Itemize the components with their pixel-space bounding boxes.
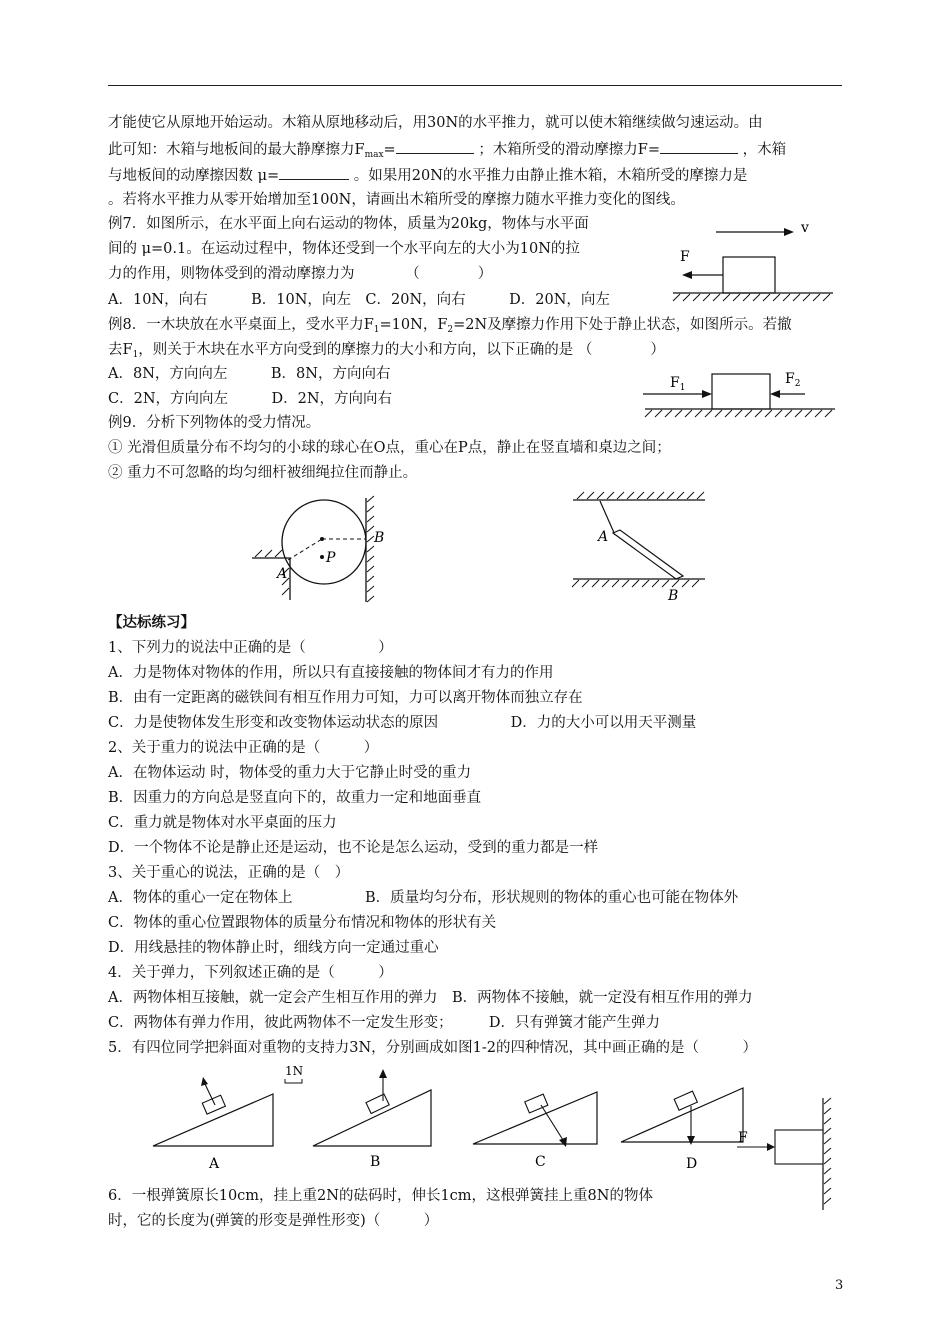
- ex8-figure: [640, 365, 840, 420]
- rod-a-label: A: [598, 529, 609, 545]
- ex9-rod-figure: [565, 485, 715, 605]
- q5-label-b: B: [370, 1154, 381, 1170]
- q5-scale-label: 1N: [285, 1064, 304, 1078]
- q3-option-ab: A．物体的重心一定在物体上 B．质量均匀分布，形状规则的物体的重心也可能在物体外: [108, 890, 739, 906]
- ex9-line-3: ② 重力不可忽略的均匀细杆被细绳拉住而静止。: [108, 465, 418, 481]
- q5-stem: 5．有四位同学把斜面对重物的支持力3N，分别画成如图1-2的四种情况，其中画正确的是（ ）: [108, 1040, 757, 1056]
- point-p-label: P: [326, 550, 336, 566]
- ex8-options-ab: A．8N，方向向左 B．8N，方向向右: [108, 366, 391, 382]
- header-rule: [108, 85, 842, 86]
- rod: [613, 530, 683, 579]
- page-number: 3: [835, 1278, 844, 1293]
- q2-option-d: D．一个物体不论是静止还是运动，也不论是怎么运动，受到的重力都是一样: [108, 840, 599, 856]
- q5-label-a: A: [209, 1156, 220, 1172]
- f2-label: $F_2$: [785, 371, 801, 389]
- ex8-line-1: 例8．一木块放在水平桌面上，受水平力$F_1=10N$，$F_2=2N$及摩擦力作用下处于静止状态，如图所示。若撤: [108, 317, 792, 335]
- q6-line-2: 时，它的长度为(弹簧的形变是弹性形变)（ ）: [108, 1213, 439, 1229]
- f1-label: $F_1$: [670, 375, 686, 393]
- q1-option-b: B．由有一定距离的磁铁间有相互作用力可知，力可以离开物体而独立存在: [108, 690, 583, 706]
- q3-option-d: D．用线悬挂的物体静止时，细线方向一定通过重心: [108, 940, 439, 956]
- ex8-line-2: 去$F_1$，则关于木块在水平方向受到的摩擦力的大小和方向，以下正确的是 （ ）: [108, 342, 665, 360]
- q5-label-d: D: [686, 1156, 698, 1172]
- practice-heading: 【达标练习】: [108, 614, 195, 631]
- intro-line-2: 此可知：木箱与地板间的最大静摩擦力$F_{max}=$ ；木箱所受的滑动摩擦力F= ，木箱: [108, 139, 786, 165]
- q2-option-c: C．重力就是物体对水平桌面的压力: [108, 815, 337, 831]
- intro-line-4: 。若将水平推力从零开始增加至100N，请画出木箱所受的摩擦力随水平推力变化的图线。: [108, 192, 685, 208]
- q1-option-cd: C．力是使物体发生形变和改变物体运动状态的原因 D．力的大小可以用天平测量: [108, 715, 697, 731]
- q2-option-a: A．在物体运动 时，物体受的重力大于它静止时受的重力: [108, 765, 472, 781]
- intro-line-3: 与地板间的动摩擦因数 μ= 。如果用20N的水平推力由静止推木箱，木箱所受的摩擦力是: [108, 165, 747, 186]
- q2-option-b: B．因重力的方向总是竖直向下的，故重力一定和地面垂直: [108, 790, 482, 806]
- q2-stem: 2、关于重力的说法中正确的是（ ）: [108, 740, 379, 756]
- block: [723, 257, 775, 293]
- ex8-options-cd: C．2N，方向向左 D．2N，方向向右: [108, 391, 393, 407]
- point-a-label: A: [277, 566, 288, 582]
- q3-stem: 3、关于重心的说法，正确的是（ ）: [108, 865, 350, 881]
- ex7-figure: [668, 215, 843, 305]
- ex9-line-1: 例9．分析下列物体的受力情况。: [108, 415, 321, 431]
- ball: [282, 500, 366, 584]
- q5-force-label: F: [738, 1130, 748, 1146]
- q5-option-a-diagram: [153, 1077, 273, 1172]
- ex7-line-3: 力的作用，则物体受到的滑动摩擦力为 （ ）: [108, 266, 493, 282]
- q1-stem: 1、下列力的说法中正确的是（ ）: [108, 640, 393, 656]
- q4-option-ab: A．两物体相互接触，就一定会产生相互作用的弹力 B．两物体不接触，就一定没有相互作用的弹力: [108, 990, 753, 1006]
- rod-b-label: B: [668, 588, 679, 604]
- q4-option-cd: C．两物体有弹力作用，彼此两物体不一定发生形变； D．只有弹簧才能产生弹力: [108, 1015, 660, 1031]
- velocity-label: v: [801, 220, 809, 236]
- ex7-line-1: 例7．如图所示，在水平面上向右运动的物体，质量为20kg，物体与水平面: [108, 216, 589, 232]
- q6-line-1: 6．一根弹簧原长10cm，挂上重2N的砝码时，伸长1cm，这根弹簧挂上重8N的物体: [108, 1188, 653, 1204]
- intro-line-1: 才能使它从原地开始运动。木箱从原地移动后，用30N的水平推力，就可以使木箱继续做匀速运动。由: [108, 115, 763, 131]
- ex9-line-2: ① 光滑但质量分布不均匀的小球的球心在O点，重心在P点，静止在竖直墙和桌边之间；: [108, 440, 671, 456]
- q4-stem: 4．关于弹力，下列叙述正确的是（ ）: [108, 965, 393, 981]
- q5-wall-diagram: [737, 1098, 831, 1210]
- ex9-ball-figure: [250, 490, 390, 610]
- ex7-line-2: 间的 μ=0.1。在运动过程中，物体还受到一个水平向左的大小为10N的拉: [108, 241, 580, 257]
- q1-option-a: A．力是物体对物体的作用，所以只有直接接触的物体间才有力的作用: [108, 665, 554, 681]
- point-b-label: B: [374, 530, 385, 546]
- q3-option-c: C．物体的重心位置跟物体的质量分布情况和物体的形状有关: [108, 915, 497, 931]
- force-label: F: [680, 249, 690, 265]
- q5-option-c-diagram: [473, 1092, 597, 1170]
- q5-option-b-diagram: [313, 1069, 431, 1170]
- q5-label-c: C: [535, 1154, 546, 1170]
- q5-option-d-diagram: [621, 1088, 743, 1172]
- ex7-options: A．10N，向右 B．10N，向左 C．20N，向右 D．20N，向左: [108, 292, 610, 308]
